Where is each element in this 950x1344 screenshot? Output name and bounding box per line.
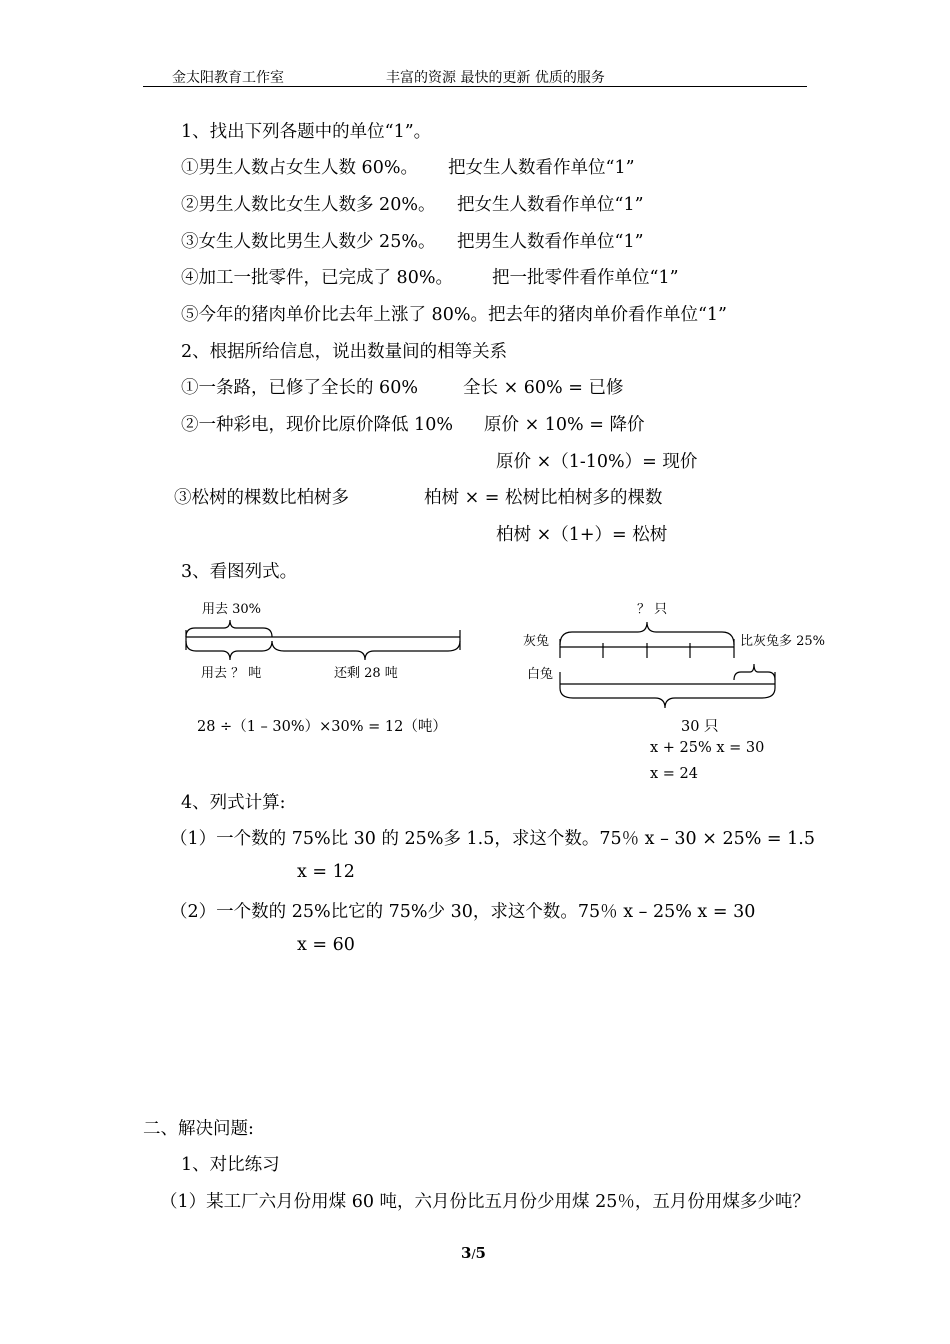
left-top-brace bbox=[186, 620, 272, 637]
q1-item-3: ③女生人数比男生人数少 25%。 bbox=[181, 232, 436, 252]
right-bottom-label: 30 只 bbox=[681, 719, 719, 735]
q2-item-3: ③松树的棵数比柏树多 bbox=[174, 488, 349, 508]
q1-item-2-answer: 把女生人数看作单位“1” bbox=[457, 195, 644, 215]
q4-title: 4、列式计算: bbox=[181, 793, 286, 813]
q2-item-2: ②一种彩电，现价比原价降低 10% bbox=[181, 415, 453, 435]
q1-item-4: ④加工一批零件，已完成了 80%。 bbox=[181, 268, 453, 288]
section2-item-1: （1）某工厂六月份用煤 60 吨，六月份比五月份少用煤 25％，五月份用煤多少吨？ bbox=[160, 1192, 810, 1212]
q3-title: 3、看图列式。 bbox=[181, 562, 298, 582]
left-bottom-used-label: 用去 ？ 吨 bbox=[201, 666, 262, 681]
header-right: 丰富的资源 最快的更新 优质的服务 bbox=[386, 70, 605, 86]
q1-item-5: ⑤今年的猪肉单价比去年上涨了 80%。把去年的猪肉单价看作单位“1” bbox=[181, 305, 727, 325]
left-top-label: 用去 30% bbox=[202, 602, 262, 617]
section2-title: 二、解决问题: bbox=[143, 1119, 254, 1139]
page-number bbox=[461, 1244, 486, 1262]
q4-item-1: （1）一个数的 75%比 30 的 25%多 1.5，求这个数。75％ x – 30 × 25% = 1.5 bbox=[170, 829, 815, 849]
q1-item-1: ①男生人数占女生人数 60%。 bbox=[181, 158, 418, 178]
header-left: 金太阳教育工作室 bbox=[172, 70, 284, 86]
q2-item-1: ①一条路，已修了全长的 60% bbox=[181, 378, 418, 398]
q1-title: 1、找出下列各题中的单位“1”。 bbox=[181, 122, 432, 142]
extra-brace bbox=[734, 664, 775, 680]
right-top-brace bbox=[560, 622, 734, 645]
right-top-label: ？ 只 bbox=[637, 602, 668, 617]
left-bottom-brace-used bbox=[186, 641, 272, 660]
q1-item-2: ②男生人数比女生人数多 20%。 bbox=[181, 195, 436, 215]
q1-item-1-answer: 把女生人数看作单位“1” bbox=[448, 158, 635, 178]
right-bottom-brace bbox=[560, 688, 775, 708]
grey-rabbit-label: 灰兔 bbox=[523, 634, 550, 649]
page-current: 3 bbox=[461, 1244, 472, 1262]
q1-item-4-answer: 把一批零件看作单位“1” bbox=[492, 268, 679, 288]
right-eq-2: x = 24 bbox=[650, 766, 698, 782]
page-separator: / bbox=[471, 1247, 476, 1261]
extra-label: 比灰兔多 25% bbox=[740, 634, 826, 649]
left-formula: 28 ÷（1 – 30%）×30% = 12（吨） bbox=[197, 719, 447, 735]
q2-item-2-eq1: 原价 × 10% = 降价 bbox=[484, 415, 645, 435]
left-bottom-remain-label: 还剩 28 吨 bbox=[334, 666, 398, 681]
right-eq-1: x + 25% x = 30 bbox=[650, 740, 765, 756]
page-total: 5 bbox=[475, 1244, 486, 1262]
section2-sub: 1、对比练习 bbox=[181, 1155, 280, 1175]
q2-item-3-eq1: 柏树 × = 松树比柏树多的棵数 bbox=[424, 488, 663, 508]
white-rabbit-label: 白兔 bbox=[527, 667, 554, 682]
left-bottom-brace-remain bbox=[272, 641, 460, 660]
q4-item-2: （2）一个数的 25%比它的 75%少 30，求这个数。75％ x – 25% x = 30 bbox=[170, 902, 756, 922]
q2-title: 2、根据所给信息，说出数量间的相等关系 bbox=[181, 342, 508, 362]
q1-item-3-answer: 把男生人数看作单位“1” bbox=[457, 232, 644, 252]
q2-item-2-eq2: 原价 ×（1-10%）= 现价 bbox=[496, 452, 698, 472]
q2-item-3-eq2: 柏树 ×（1+）= 松树 bbox=[496, 525, 668, 545]
q4-item-1-answer: x = 12 bbox=[297, 862, 355, 882]
q4-item-2-answer: x = 60 bbox=[297, 935, 355, 955]
q2-item-1-eq: 全长 × 60% = 已修 bbox=[463, 378, 624, 398]
